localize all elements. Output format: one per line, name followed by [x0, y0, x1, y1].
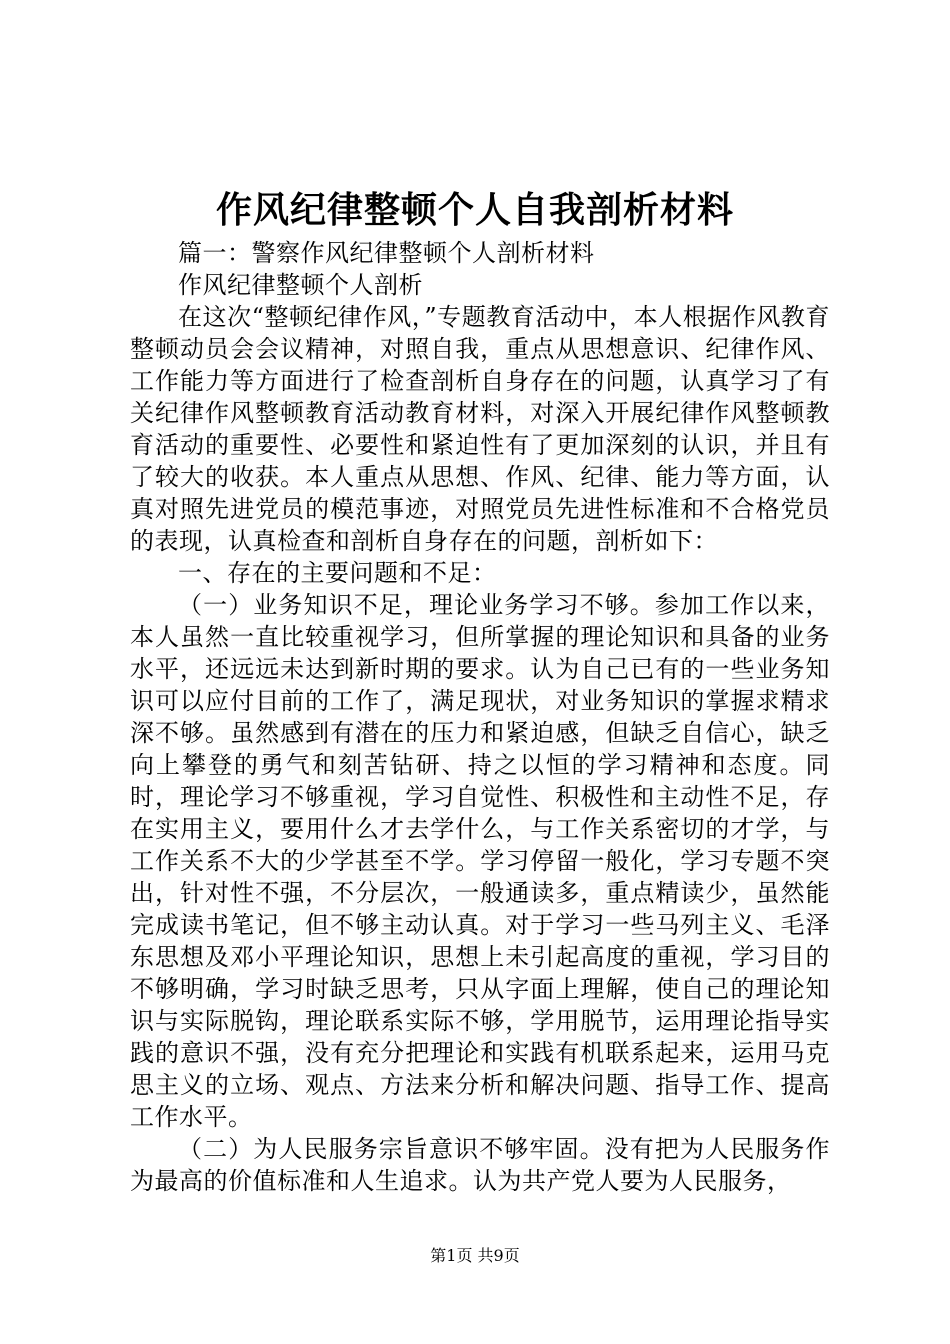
document-body	[130, 237, 830, 1197]
paragraph-item-2: （二）为人民服务宗旨意识不够牢固。没有把为人民服务作为最高的价值标准和人生追求。认为共产党人要为人民服务，	[130, 1135, 830, 1195]
paragraph-item-1: （一）业务知识不足，理论业务学习不够。参加工作以来，本人虽然一直比较重视学习，但所掌握的理论知识和具备的业务水平，还远远未达到新时期的要求。认为自己已有的一些业务知识可以应付目前的工作了，满足现状，对业务知识的掌握求精求深不够。虽然感到有潜在的压力和紧迫感，但缺乏自信心，缺乏向上攀登的勇气和刻苦钻研、持之以恒的学习精神和态度。同时，理论学习不够重视，学习自觉性、积极性和主动性不足，存在实用主义，要用什么才去学什么，与工作关系密切的才学，与工作关系不大的少学甚至不学。学习停留一般化，学习专题不突出，针对性不强，不分层次，一般通读多，重点精读少，虽然能完成读书笔记，但不够主动认真。对于学习一些马列主义、毛泽东思想及邓小平理论知识，思想上未引起高度的重视，学习目的不够明确，学习时缺乏思考，只从字面上理解，使自己的理论知识与实际脱钩，理论联系实际不够，学用脱节，运用理论指导实践的意识不强，没有充分把理论和实践有机联系起来，运用马克思主义的立场、观点、方法来分析和解决问题、指导工作、提高工作水平。	[130, 591, 830, 1131]
paragraph-intro: 在这次“整顿纪律作风，”专题教育活动中，本人根据作风教育整顿动员会会议精神，对照自我，重点从思想意识、纪律作风、工作能力等方面进行了检查剖析自身存在的问题，认真学习了有关纪律作风整顿教育活动教育材料，对深入开展纪律作风整顿教育活动的重要性、必要性和紧迫性有了更加深刻的认识，并且有了较大的收获。本人重点从思想、作风、纪律、能力等方面，认真对照先进党员的模范事迹，对照党员先进性标准和不合格党员的表现，认真检查和剖析自身存在的问题，剖析如下：	[130, 303, 830, 555]
section-heading: 篇一：警察作风纪律整顿个人剖析材料	[178, 239, 595, 267]
subsection-heading: 作风纪律整顿个人剖析	[178, 271, 423, 299]
page-number-footer: 第1页 共9页	[430, 1246, 520, 1265]
document-title: 作风纪律整顿个人自我剖析材料	[215, 189, 734, 231]
paragraph-heading-problems: 一、存在的主要问题和不足：	[178, 559, 497, 587]
